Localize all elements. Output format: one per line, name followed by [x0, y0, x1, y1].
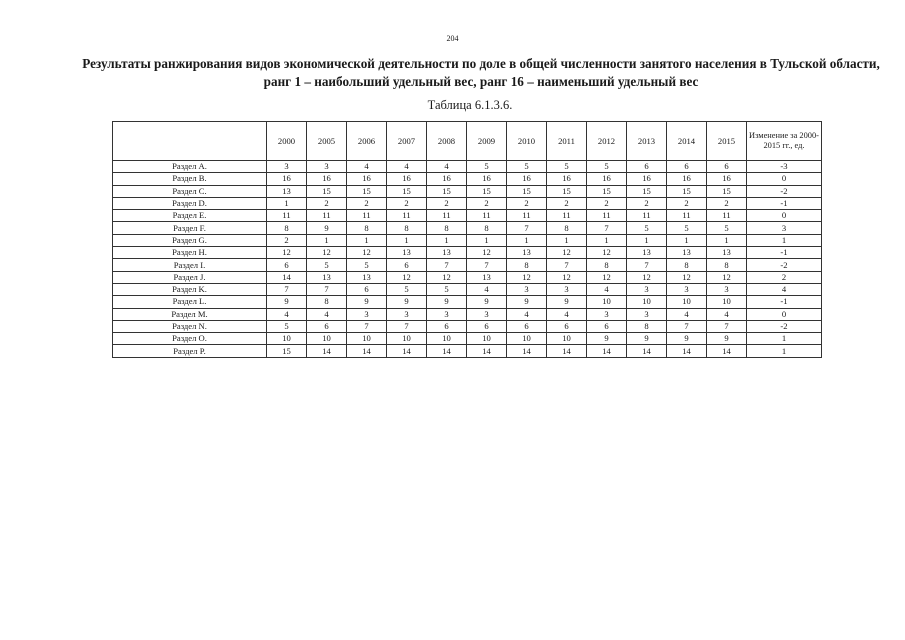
rank-cell: 15	[667, 185, 707, 197]
rank-cell: 10	[667, 296, 707, 308]
change-cell: -1	[747, 296, 822, 308]
rank-cell: 13	[667, 247, 707, 259]
table-row	[113, 161, 822, 173]
rank-cell: 5	[347, 259, 387, 271]
table-row	[113, 247, 822, 259]
rank-cell: 1	[627, 234, 667, 246]
rank-cell: 9	[267, 296, 307, 308]
table-row	[113, 271, 822, 283]
rank-cell: 4	[547, 308, 587, 320]
rank-cell: 6	[507, 320, 547, 332]
year-header-2015: 2015	[707, 122, 747, 161]
rank-cell: 2	[587, 197, 627, 209]
rank-cell: 2	[347, 197, 387, 209]
rank-cell: 3	[307, 161, 347, 173]
rank-cell: 6	[587, 320, 627, 332]
rank-cell: 13	[467, 271, 507, 283]
rank-cell: 14	[627, 345, 667, 357]
rank-cell: 3	[707, 283, 747, 295]
rank-cell: 13	[267, 185, 307, 197]
rank-cell: 8	[307, 296, 347, 308]
rank-cell: 10	[267, 333, 307, 345]
rank-cell: 5	[707, 222, 747, 234]
rank-cell: 7	[347, 320, 387, 332]
rank-cell: 3	[547, 283, 587, 295]
rank-cell: 3	[387, 308, 427, 320]
header-blank-cell	[113, 122, 267, 161]
rank-cell: 7	[267, 283, 307, 295]
row-label: Раздел I.	[113, 259, 267, 271]
rank-cell: 16	[467, 173, 507, 185]
year-header-2014: 2014	[667, 122, 707, 161]
change-cell: -2	[747, 259, 822, 271]
rank-cell: 7	[467, 259, 507, 271]
rank-cell: 3	[507, 283, 547, 295]
rank-cell: 12	[347, 247, 387, 259]
change-cell: 1	[747, 234, 822, 246]
rank-cell: 15	[267, 345, 307, 357]
rank-cell: 10	[587, 296, 627, 308]
rank-cell: 9	[667, 333, 707, 345]
rank-cell: 14	[467, 345, 507, 357]
rank-cell: 7	[627, 259, 667, 271]
rank-cell: 2	[707, 197, 747, 209]
table-caption: Таблица 6.1.3.6.	[427, 98, 513, 112]
rank-cell: 3	[667, 283, 707, 295]
change-cell: 4	[747, 283, 822, 295]
table-row	[113, 222, 822, 234]
year-header-2013: 2013	[627, 122, 667, 161]
rank-cell: 11	[507, 210, 547, 222]
rank-cell: 10	[387, 333, 427, 345]
rank-cell: 16	[547, 173, 587, 185]
rank-cell: 14	[547, 345, 587, 357]
rank-cell: 15	[427, 185, 467, 197]
change-cell: 1	[747, 345, 822, 357]
rank-cell: 2	[267, 234, 307, 246]
rank-cell: 8	[547, 222, 587, 234]
rank-cell: 2	[667, 197, 707, 209]
rank-cell: 15	[347, 185, 387, 197]
row-label: Раздел J.	[113, 271, 267, 283]
rank-cell: 12	[387, 271, 427, 283]
rank-cell: 8	[427, 222, 467, 234]
rank-cell: 9	[427, 296, 467, 308]
rank-cell: 1	[387, 234, 427, 246]
rank-cell: 8	[667, 259, 707, 271]
rank-cell: 3	[347, 308, 387, 320]
year-header-2010: 2010	[507, 122, 547, 161]
rank-cell: 1	[587, 234, 627, 246]
change-cell: 3	[747, 222, 822, 234]
year-header-2008: 2008	[427, 122, 467, 161]
change-cell: -1	[747, 197, 822, 209]
rank-cell: 9	[547, 296, 587, 308]
row-label: Раздел O.	[113, 333, 267, 345]
year-header-2009: 2009	[467, 122, 507, 161]
rank-cell: 11	[467, 210, 507, 222]
rank-cell: 14	[587, 345, 627, 357]
rank-cell: 13	[387, 247, 427, 259]
rank-cell: 5	[427, 283, 467, 295]
rank-cell: 9	[347, 296, 387, 308]
rank-cell: 7	[667, 320, 707, 332]
page-number: 204	[446, 34, 459, 43]
rank-cell: 12	[587, 247, 627, 259]
rank-cell: 12	[267, 247, 307, 259]
rank-cell: 12	[707, 271, 747, 283]
rank-cell: 10	[707, 296, 747, 308]
rank-cell: 15	[387, 185, 427, 197]
rank-cell: 9	[467, 296, 507, 308]
rank-cell: 11	[307, 210, 347, 222]
rank-cell: 11	[587, 210, 627, 222]
year-header-2000: 2000	[267, 122, 307, 161]
rank-cell: 2	[307, 197, 347, 209]
rank-cell: 15	[627, 185, 667, 197]
rank-cell: 6	[347, 283, 387, 295]
rank-cell: 1	[667, 234, 707, 246]
rank-cell: 6	[627, 161, 667, 173]
rank-cell: 6	[387, 259, 427, 271]
table-row	[113, 185, 822, 197]
change-cell: -2	[747, 320, 822, 332]
change-cell: -3	[747, 161, 822, 173]
table-row	[113, 173, 822, 185]
table-row	[113, 333, 822, 345]
rank-cell: 4	[467, 283, 507, 295]
rank-cell: 7	[707, 320, 747, 332]
rank-cell: 1	[547, 234, 587, 246]
header-row	[113, 122, 822, 161]
rank-cell: 3	[627, 308, 667, 320]
rank-cell: 16	[627, 173, 667, 185]
rank-cell: 5	[627, 222, 667, 234]
rank-cell: 8	[387, 222, 427, 234]
rank-cell: 1	[467, 234, 507, 246]
rank-cell: 14	[347, 345, 387, 357]
year-header-2011: 2011	[547, 122, 587, 161]
rank-cell: 1	[427, 234, 467, 246]
rank-cell: 2	[507, 197, 547, 209]
row-label: Раздел G.	[113, 234, 267, 246]
row-label: Раздел A.	[113, 161, 267, 173]
rank-cell: 16	[267, 173, 307, 185]
rank-cell: 11	[547, 210, 587, 222]
rank-cell: 5	[667, 222, 707, 234]
year-header-2007: 2007	[387, 122, 427, 161]
rank-cell: 8	[347, 222, 387, 234]
rank-cell: 8	[627, 320, 667, 332]
rank-cell: 6	[667, 161, 707, 173]
rank-cell: 13	[347, 271, 387, 283]
rank-cell: 13	[507, 247, 547, 259]
rank-cell: 16	[667, 173, 707, 185]
row-label: Раздел P.	[113, 345, 267, 357]
rank-cell: 3	[267, 161, 307, 173]
rank-cell: 13	[627, 247, 667, 259]
rank-cell: 10	[467, 333, 507, 345]
rank-cell: 4	[587, 283, 627, 295]
rank-cell: 1	[267, 197, 307, 209]
rank-cell: 15	[507, 185, 547, 197]
rank-cell: 12	[467, 247, 507, 259]
rank-cell: 2	[427, 197, 467, 209]
rank-cell: 13	[707, 247, 747, 259]
rank-cell: 4	[387, 161, 427, 173]
rank-cell: 5	[467, 161, 507, 173]
rank-cell: 3	[587, 308, 627, 320]
rank-cell: 7	[307, 283, 347, 295]
rank-cell: 4	[307, 308, 347, 320]
table-body	[113, 161, 822, 358]
rank-cell: 14	[667, 345, 707, 357]
change-cell: 0	[747, 173, 822, 185]
rank-cell: 1	[347, 234, 387, 246]
rank-cell: 3	[467, 308, 507, 320]
change-cell: 0	[747, 210, 822, 222]
rank-cell: 5	[547, 161, 587, 173]
rank-cell: 4	[427, 161, 467, 173]
rank-cell: 11	[347, 210, 387, 222]
table-row	[113, 197, 822, 209]
rank-cell: 8	[267, 222, 307, 234]
rank-cell: 12	[507, 271, 547, 283]
change-cell: 2	[747, 271, 822, 283]
rank-cell: 9	[387, 296, 427, 308]
rank-cell: 2	[467, 197, 507, 209]
change-cell: 1	[747, 333, 822, 345]
table-header	[113, 122, 822, 161]
rank-cell: 14	[387, 345, 427, 357]
rank-cell: 16	[707, 173, 747, 185]
change-header: Изменение за 2000-2015 гг., ед.	[747, 122, 822, 161]
rank-cell: 6	[307, 320, 347, 332]
rank-cell: 2	[387, 197, 427, 209]
rank-cell: 7	[427, 259, 467, 271]
rank-cell: 11	[267, 210, 307, 222]
rank-cell: 7	[587, 222, 627, 234]
rank-cell: 15	[707, 185, 747, 197]
table-row	[113, 296, 822, 308]
rank-cell: 13	[427, 247, 467, 259]
rank-cell: 11	[387, 210, 427, 222]
rank-cell: 2	[627, 197, 667, 209]
rank-cell: 12	[427, 271, 467, 283]
rank-cell: 4	[707, 308, 747, 320]
rank-cell: 5	[267, 320, 307, 332]
rank-cell: 9	[707, 333, 747, 345]
rank-cell: 16	[387, 173, 427, 185]
rank-cell: 11	[627, 210, 667, 222]
row-label: Раздел L.	[113, 296, 267, 308]
rank-cell: 3	[627, 283, 667, 295]
row-label: Раздел H.	[113, 247, 267, 259]
rank-cell: 14	[707, 345, 747, 357]
rank-cell: 5	[507, 161, 547, 173]
row-label: Раздел D.	[113, 197, 267, 209]
rank-cell: 5	[387, 283, 427, 295]
rank-cell: 16	[587, 173, 627, 185]
rank-cell: 15	[307, 185, 347, 197]
rank-cell: 10	[347, 333, 387, 345]
year-header-2012: 2012	[587, 122, 627, 161]
rank-cell: 4	[267, 308, 307, 320]
row-label: Раздел K.	[113, 283, 267, 295]
rank-cell: 14	[427, 345, 467, 357]
row-label: Раздел B.	[113, 173, 267, 185]
rank-cell: 6	[267, 259, 307, 271]
rank-cell: 11	[667, 210, 707, 222]
rank-cell: 6	[707, 161, 747, 173]
rank-cell: 13	[307, 271, 347, 283]
rank-cell: 12	[307, 247, 347, 259]
change-cell: -1	[747, 247, 822, 259]
table-row	[113, 345, 822, 357]
rank-cell: 14	[307, 345, 347, 357]
row-label: Раздел M.	[113, 308, 267, 320]
rank-cell: 11	[707, 210, 747, 222]
rank-cell: 7	[507, 222, 547, 234]
rank-cell: 10	[507, 333, 547, 345]
change-cell: 0	[747, 308, 822, 320]
table-row	[113, 308, 822, 320]
rank-cell: 14	[267, 271, 307, 283]
rank-cell: 11	[427, 210, 467, 222]
rank-cell: 16	[507, 173, 547, 185]
row-label: Раздел C.	[113, 185, 267, 197]
rank-cell: 9	[307, 222, 347, 234]
rank-cell: 6	[467, 320, 507, 332]
rank-cell: 12	[547, 247, 587, 259]
rank-cell: 3	[427, 308, 467, 320]
rank-cell: 15	[467, 185, 507, 197]
rank-cell: 4	[347, 161, 387, 173]
rank-cell: 9	[507, 296, 547, 308]
rank-cell: 16	[427, 173, 467, 185]
row-label: Раздел E.	[113, 210, 267, 222]
rank-cell: 7	[547, 259, 587, 271]
rank-cell: 4	[667, 308, 707, 320]
rank-cell: 8	[467, 222, 507, 234]
rank-cell: 12	[547, 271, 587, 283]
rank-cell: 8	[507, 259, 547, 271]
rank-cell: 12	[667, 271, 707, 283]
rank-cell: 2	[547, 197, 587, 209]
rank-cell: 15	[547, 185, 587, 197]
rank-cell: 10	[427, 333, 467, 345]
rank-cell: 15	[587, 185, 627, 197]
table-row	[113, 234, 822, 246]
ranking-table	[112, 121, 822, 358]
rank-cell: 16	[347, 173, 387, 185]
rank-cell: 4	[507, 308, 547, 320]
rank-cell: 10	[307, 333, 347, 345]
rank-cell: 16	[307, 173, 347, 185]
rank-cell: 8	[707, 259, 747, 271]
table-row	[113, 320, 822, 332]
rank-cell: 10	[547, 333, 587, 345]
row-label: Раздел F.	[113, 222, 267, 234]
rank-cell: 1	[707, 234, 747, 246]
rank-cell: 5	[587, 161, 627, 173]
rank-cell: 9	[627, 333, 667, 345]
rank-cell: 10	[627, 296, 667, 308]
rank-cell: 6	[427, 320, 467, 332]
document-title: Результаты ранжирования видов экономической деятельности по доле в общей численности занятого населения в Тульской области, ранг 1 – наибольший удельный вес, ранг 16 – наименьший удельный вес	[82, 56, 880, 89]
rank-cell: 8	[587, 259, 627, 271]
table-row	[113, 210, 822, 222]
row-label: Раздел N.	[113, 320, 267, 332]
rank-cell: 1	[507, 234, 547, 246]
rank-cell: 7	[387, 320, 427, 332]
rank-cell: 12	[587, 271, 627, 283]
rank-cell: 6	[547, 320, 587, 332]
rank-cell: 9	[587, 333, 627, 345]
rank-cell: 5	[307, 259, 347, 271]
table-row	[113, 259, 822, 271]
year-header-2006: 2006	[347, 122, 387, 161]
rank-cell: 14	[507, 345, 547, 357]
rank-cell: 12	[627, 271, 667, 283]
rank-cell: 1	[307, 234, 347, 246]
change-cell: -2	[747, 185, 822, 197]
table-row	[113, 283, 822, 295]
year-header-2005: 2005	[307, 122, 347, 161]
